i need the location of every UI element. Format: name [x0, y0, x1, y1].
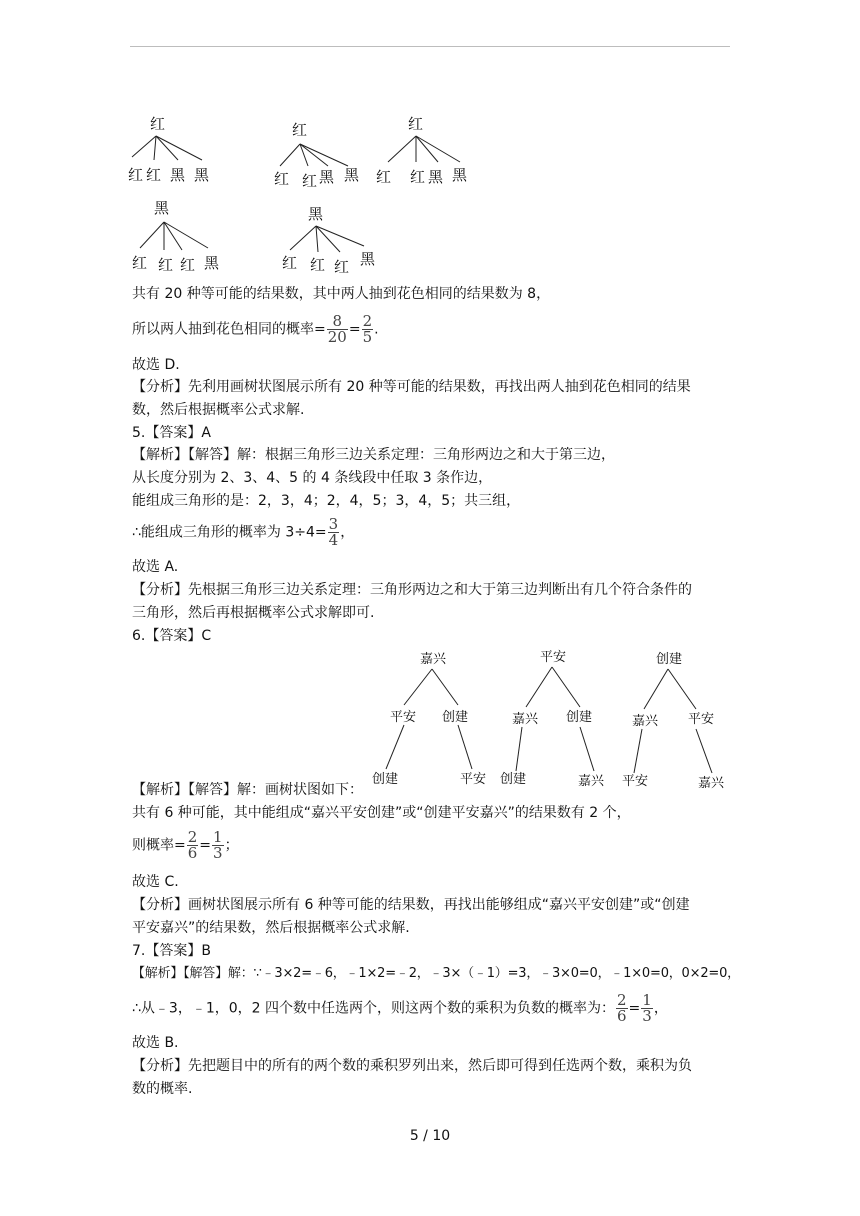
svg-text:平安: 平安 — [688, 712, 715, 727]
svg-text:红: 红 — [334, 258, 350, 276]
header-rule — [130, 46, 730, 47]
svg-text:嘉兴: 嘉兴 — [698, 776, 725, 791]
svg-text:创建: 创建 — [566, 710, 593, 725]
q5-choose: 故选 A. — [132, 559, 179, 575]
fraction: $\frac{1}{3}$ — [213, 828, 223, 862]
svg-text:红: 红 — [376, 168, 392, 186]
fraction: $\frac{8}{20}$ — [327, 312, 347, 346]
svg-text:黑: 黑 — [170, 166, 186, 184]
svg-text:红: 红 — [150, 115, 166, 133]
svg-text:黑: 黑 — [452, 166, 468, 184]
q6-analysis-2: 平安嘉兴”的结果数，然后根据概率公式求解. — [132, 920, 410, 936]
q6-choose: 故选 C. — [132, 874, 179, 890]
q6-answer: 6.【答案】C — [132, 628, 212, 644]
svg-text:创建: 创建 — [656, 652, 683, 667]
fraction: $\frac{2}{5}$ — [362, 312, 373, 346]
svg-text:嘉兴: 嘉兴 — [578, 774, 605, 789]
svg-text:黑: 黑 — [319, 168, 335, 186]
q6-analysis-1: 【分析】画树状图展示所有 6 种等可能的结果数，再找出能够组成“嘉兴平安创建”或“创建 — [132, 897, 690, 913]
q6-line1: 【解析】【解答】解：画树状图如下： — [132, 782, 363, 798]
q7-analysis-2: 数的概率. — [132, 1081, 193, 1097]
svg-text:黑: 黑 — [194, 166, 210, 184]
svg-text:红: 红 — [274, 170, 290, 188]
q4-analysis-1: 【分析】先利用画树状图展示所有 20 种等可能的结果数，再找出两人抽到花色相同的结果 — [132, 379, 691, 395]
tree-diagram-q6 — [372, 645, 730, 797]
svg-text:红: 红 — [158, 256, 174, 274]
tree-diagram-4 — [130, 196, 230, 280]
tree-diagram-5 — [280, 202, 384, 280]
svg-text:黑: 黑 — [154, 199, 170, 217]
svg-text:嘉兴: 嘉兴 — [512, 712, 539, 727]
svg-text:红: 红 — [310, 256, 326, 274]
q4-probability: 所以两人抽到花色相同的概率= $\frac{8}{20}$ = $\frac{2}{5}$ . — [132, 312, 379, 346]
svg-text:红: 红 — [302, 172, 318, 190]
page-number: 5 / 10 — [409, 1128, 451, 1144]
svg-text:红: 红 — [408, 115, 424, 133]
svg-text:创建: 创建 — [372, 772, 399, 787]
q4-analysis-2: 数，然后根据概率公式求解. — [132, 402, 305, 418]
q7-probability: ∴从﹣3，﹣1，0，2 四个数中任选两个，则这两个数的乘积为负数的概率为： $\frac{2}{6}$ = $\frac{1}{3}$ ， — [132, 991, 668, 1025]
q5-line2: 从长度分别为 2、3、4、5 的 4 条线段中任取 3 条作边， — [132, 470, 493, 486]
q7-answer: 7.【答案】B — [132, 943, 211, 959]
svg-text:红: 红 — [292, 121, 308, 139]
svg-text:红: 红 — [128, 166, 144, 184]
tree-diagram-2 — [272, 118, 364, 196]
q6-line2: 共有 6 种可能，其中能组成“嘉兴平安创建”或“创建平安嘉兴”的结果数有 2 个， — [132, 805, 631, 821]
svg-text:红: 红 — [282, 254, 298, 272]
svg-text:红: 红 — [146, 166, 162, 184]
svg-text:黑: 黑 — [428, 168, 444, 186]
svg-text:黑: 黑 — [360, 250, 376, 268]
fraction: $\frac{1}{3}$ — [642, 991, 652, 1025]
fraction: $\frac{2}{6}$ — [187, 828, 198, 862]
q5-analysis-2: 三角形，然后再根据概率公式求解即可. — [132, 605, 375, 621]
svg-text:黑: 黑 — [308, 205, 324, 223]
q5-probability: ∴能组成三角形的概率为 3÷4= $\frac{3}{4}$ ， — [132, 515, 355, 549]
svg-text:红: 红 — [132, 254, 148, 272]
svg-text:红: 红 — [410, 168, 426, 186]
svg-text:嘉兴: 嘉兴 — [632, 714, 659, 729]
q5-line3: 能组成三角形的是：2，3，4；2，4，5；3，4，5；共三组， — [132, 493, 521, 509]
q6-probability: 则概率= $\frac{2}{6}$ = $\frac{1}{3}$ ； — [132, 828, 239, 862]
svg-text:黑: 黑 — [344, 166, 360, 184]
fraction: $\frac{3}{4}$ — [328, 515, 339, 549]
q7-choose: 故选 B. — [132, 1035, 179, 1051]
q7-line1: 【解析】【解答】解：∵﹣3×2=﹣6，﹣1×2=﹣2，﹣3×（﹣1）=3，﹣3×0=0，﹣1×0=0，0×2=0， — [132, 966, 740, 981]
q5-analysis-1: 【分析】先根据三角形三边关系定理：三角形两边之和大于第三边判断出有几个符合条件的 — [132, 582, 692, 598]
fraction: $\frac{2}{6}$ — [617, 991, 627, 1025]
svg-text:嘉兴: 嘉兴 — [420, 652, 447, 667]
tree-diagram-3 — [372, 112, 472, 192]
q7-analysis-1: 【分析】先把题目中的所有的两个数的乘积罗列出来，然后即可得到任选两个数，乘积为负 — [132, 1058, 692, 1074]
svg-text:平安: 平安 — [390, 710, 417, 725]
q4-line1: 共有 20 种等可能的结果数，其中两人抽到花色相同的结果数为 8， — [132, 286, 551, 302]
q5-line1: 【解析】【解答】解：根据三角形三边关系定理：三角形两边之和大于第三边， — [132, 447, 615, 463]
svg-text:创建: 创建 — [500, 772, 527, 787]
svg-text:创建: 创建 — [442, 710, 469, 725]
q4-choose: 故选 D. — [132, 357, 180, 373]
q5-answer: 5.【答案】A — [132, 425, 211, 441]
svg-text:平安: 平安 — [460, 772, 487, 787]
svg-text:平安: 平安 — [622, 774, 649, 789]
tree-diagram-1 — [128, 112, 218, 192]
svg-text:红: 红 — [180, 256, 196, 274]
svg-text:黑: 黑 — [204, 254, 220, 272]
svg-text:平安: 平安 — [540, 650, 567, 665]
